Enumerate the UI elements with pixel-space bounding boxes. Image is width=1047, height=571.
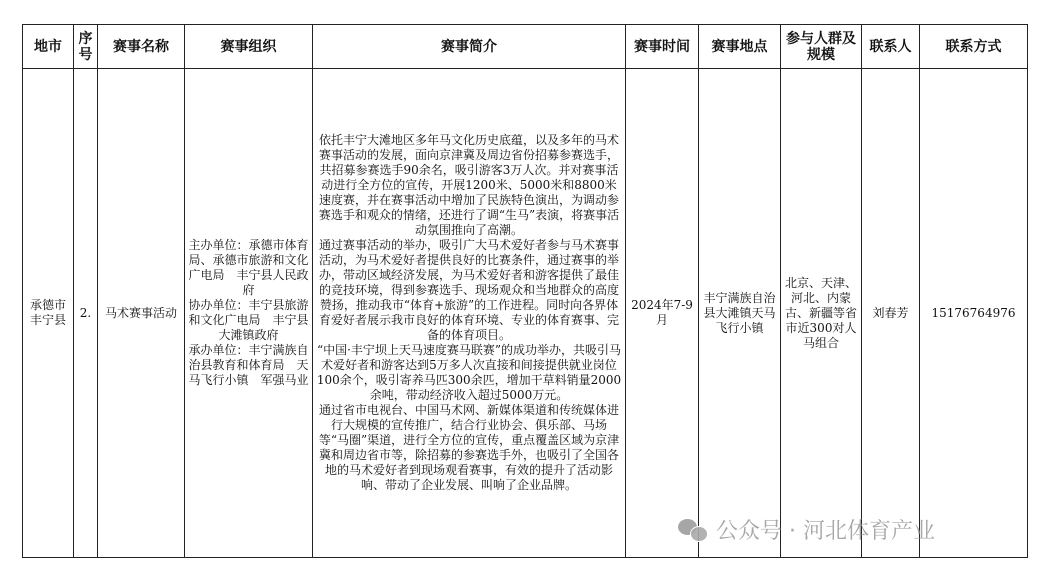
intro-paragraph-2: 通过赛事活动的举办，吸引广大马术爱好者参与马术赛事活动，为马术爱好者提供良好的比赛条件，通过赛事的举办，带动区域经济发展，为马术爱好者和游客提供了最佳的竞技环境，得到参赛选手、现场观众和当地群众的高度赞扬，推动我市“体育+旅游”的工作进程。同时向各界体育爱好者展示我市良好的体育环境、专业的体育赛事、完备的体育项目。 (318, 238, 619, 342)
header-name: 赛事名称 (98, 25, 185, 69)
intro-paragraph-1: 依托丰宁大滩地区多年马文化历史底蕴，以及多年的马术赛事活动的发展，面向京津冀及周边省份招募参赛选手，共招募参赛选手90余名，吸引游客3万人次。并对赛事活动进行全方位的宣传，开展1200米、5000米和8800米速度赛，并在赛事活动中增加了民族特色演出，为调动参赛选手和观众的情绪，还进行了调“生马”表演，将赛事活动氛围推向了高潮。 (318, 133, 620, 237)
events-table (22, 24, 1028, 558)
header-seq: 序号 (74, 25, 98, 69)
cell-name: 马术赛事活动 (98, 69, 185, 558)
cell-intro (313, 69, 626, 558)
cell-phone: 15176764976 (920, 69, 1028, 558)
cell-contact: 刘春芳 (862, 69, 920, 558)
cell-time: 2024年7-9月 (626, 69, 699, 558)
table-row (23, 69, 1028, 558)
org-organizer: 承办单位：丰宁满族自治县教育和体育局 天马飞行小镇 军强马业 (188, 343, 309, 387)
header-intro: 赛事简介 (313, 25, 626, 69)
cell-seq: 2. (74, 69, 98, 558)
header-venue: 赛事地点 (699, 25, 781, 69)
watermark-text: 公众号 · 河北体育产业 (716, 519, 935, 544)
wechat-icon (678, 519, 708, 541)
cell-org (185, 69, 313, 558)
header-city: 地市 (23, 25, 74, 69)
cell-participants: 北京、天津、河北、内蒙古、新疆等省市近300对人马组合 (781, 69, 862, 558)
cell-city: 承德市丰宁县 (23, 69, 74, 558)
header-time: 赛事时间 (626, 25, 699, 69)
org-host: 主办单位：承德市体育局、承德市旅游和文化广电局 丰宁县人民政府 (188, 238, 309, 297)
header-contact: 联系人 (862, 25, 920, 69)
intro-paragraph-3: “中国·丰宁坝上天马速度赛马联赛”的成功举办，共吸引马术爱好者和游客达到5万多人次直接和间接提供就业岗位100余个，吸引寄养马匹300余匹，增加干草料销量2000余吨，带动经济收入超过5000万元。 (316, 343, 622, 402)
intro-paragraph-4: 通过省市电视台、中国马术网、新媒体渠道和传统媒体进行大规模的宣传推广，结合行业协会、俱乐部、马场等“马圈”渠道，进行全方位的宣传，重点覆盖区域为京津冀和周边省市等，除招募的参赛选手外，也吸引了全国各地的马术爱好者到现场观看赛事，有效的提升了活动影响、带动了企业发展、叫响了企业品牌。 (318, 403, 620, 492)
header-phone: 联系方式 (920, 25, 1028, 69)
header-participants: 参与人群及规模 (781, 25, 862, 69)
cell-venue: 丰宁满族自治县大滩镇天马飞行小镇 (699, 69, 781, 558)
header-row (23, 25, 1028, 69)
watermark (678, 514, 935, 545)
org-co-host: 协办单位：丰宁县旅游和文化广电局 丰宁县大滩镇政府 (188, 298, 309, 342)
header-org: 赛事组织 (185, 25, 313, 69)
